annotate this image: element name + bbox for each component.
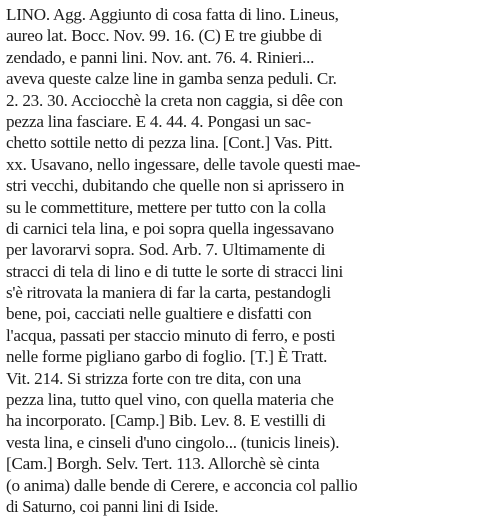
entry-line: l'acqua, passati per staccio minuto di ferro, e posti — [6, 325, 336, 345]
entry-line: s'è ritrovata la maniera di far la carta, pestandogli — [6, 283, 331, 303]
entry-line: LINO. Agg. Aggiunto di cosa fatta di lino. Lineus, — [6, 5, 339, 24]
entry-line: [Cam.] Borgh. Selv. Tert. 113. Allorchè sè cinta — [6, 454, 320, 474]
entry-line: di carnici tela lina, e poi sopra quella ingessavano — [6, 218, 334, 238]
entry-line: vesta lina, e cinseli d'uno cingolo... (tunicis lineis). — [6, 432, 340, 452]
entry-line: stracci di tela di lino e di tutte le sorte di stracci lini — [6, 261, 343, 281]
entry-line: pezza lina fasciare. E 4. 44. 4. Pongasi un sac- — [6, 111, 312, 131]
entry-line: nelle forme pigliano garbo di foglio. [T.] È Tratt. — [6, 347, 328, 367]
entry-line: aureo lat. Bocc. Nov. 99. 16. (C) E tre giubbe di — [6, 26, 323, 46]
entry-line: per lavorarvi sopra. Sod. Arb. 7. Ultimamente di — [6, 240, 326, 260]
entry-line: ha incorporato. [Camp.] Bib. Lev. 8. E vestilli di — [6, 411, 326, 431]
entry-line: su le commettiture, mettere per tutto con la colla — [6, 197, 326, 217]
entry-line: di Saturno, coi panni lini di Iside. — [6, 496, 219, 516]
entry-line: pezza lina, tutto quel vino, con quella materia che — [6, 390, 334, 410]
entry-line: stri vecchi, dubitando che quelle non si aprissero in — [6, 176, 345, 196]
entry-line: zendado, e panni lini. Nov. ant. 76. 4. Rinieri... — [6, 47, 315, 67]
entry-line: 2. 23. 30. Acciocchè la creta non caggia, si dêe con — [6, 90, 343, 110]
entry-line: chetto sottile netto di pezza lina. [Cont.] Vas. Pitt. — [6, 133, 333, 153]
dictionary-entry — [6, 4, 472, 517]
entry-line: (o anima) dalle bende di Cerere, e acconcia col pallio — [6, 475, 358, 495]
entry-line: xx. Usavano, nello ingessare, delle tavole questi mae- — [6, 154, 361, 174]
entry-line: aveva queste calze line in gamba senza peduli. Cr. — [6, 69, 337, 89]
entry-line: Vit. 214. Si strizza forte con tre dita, con una — [6, 368, 301, 388]
entry-line: bene, poi, cacciati nelle gualtiere e disfatti con — [6, 304, 312, 324]
